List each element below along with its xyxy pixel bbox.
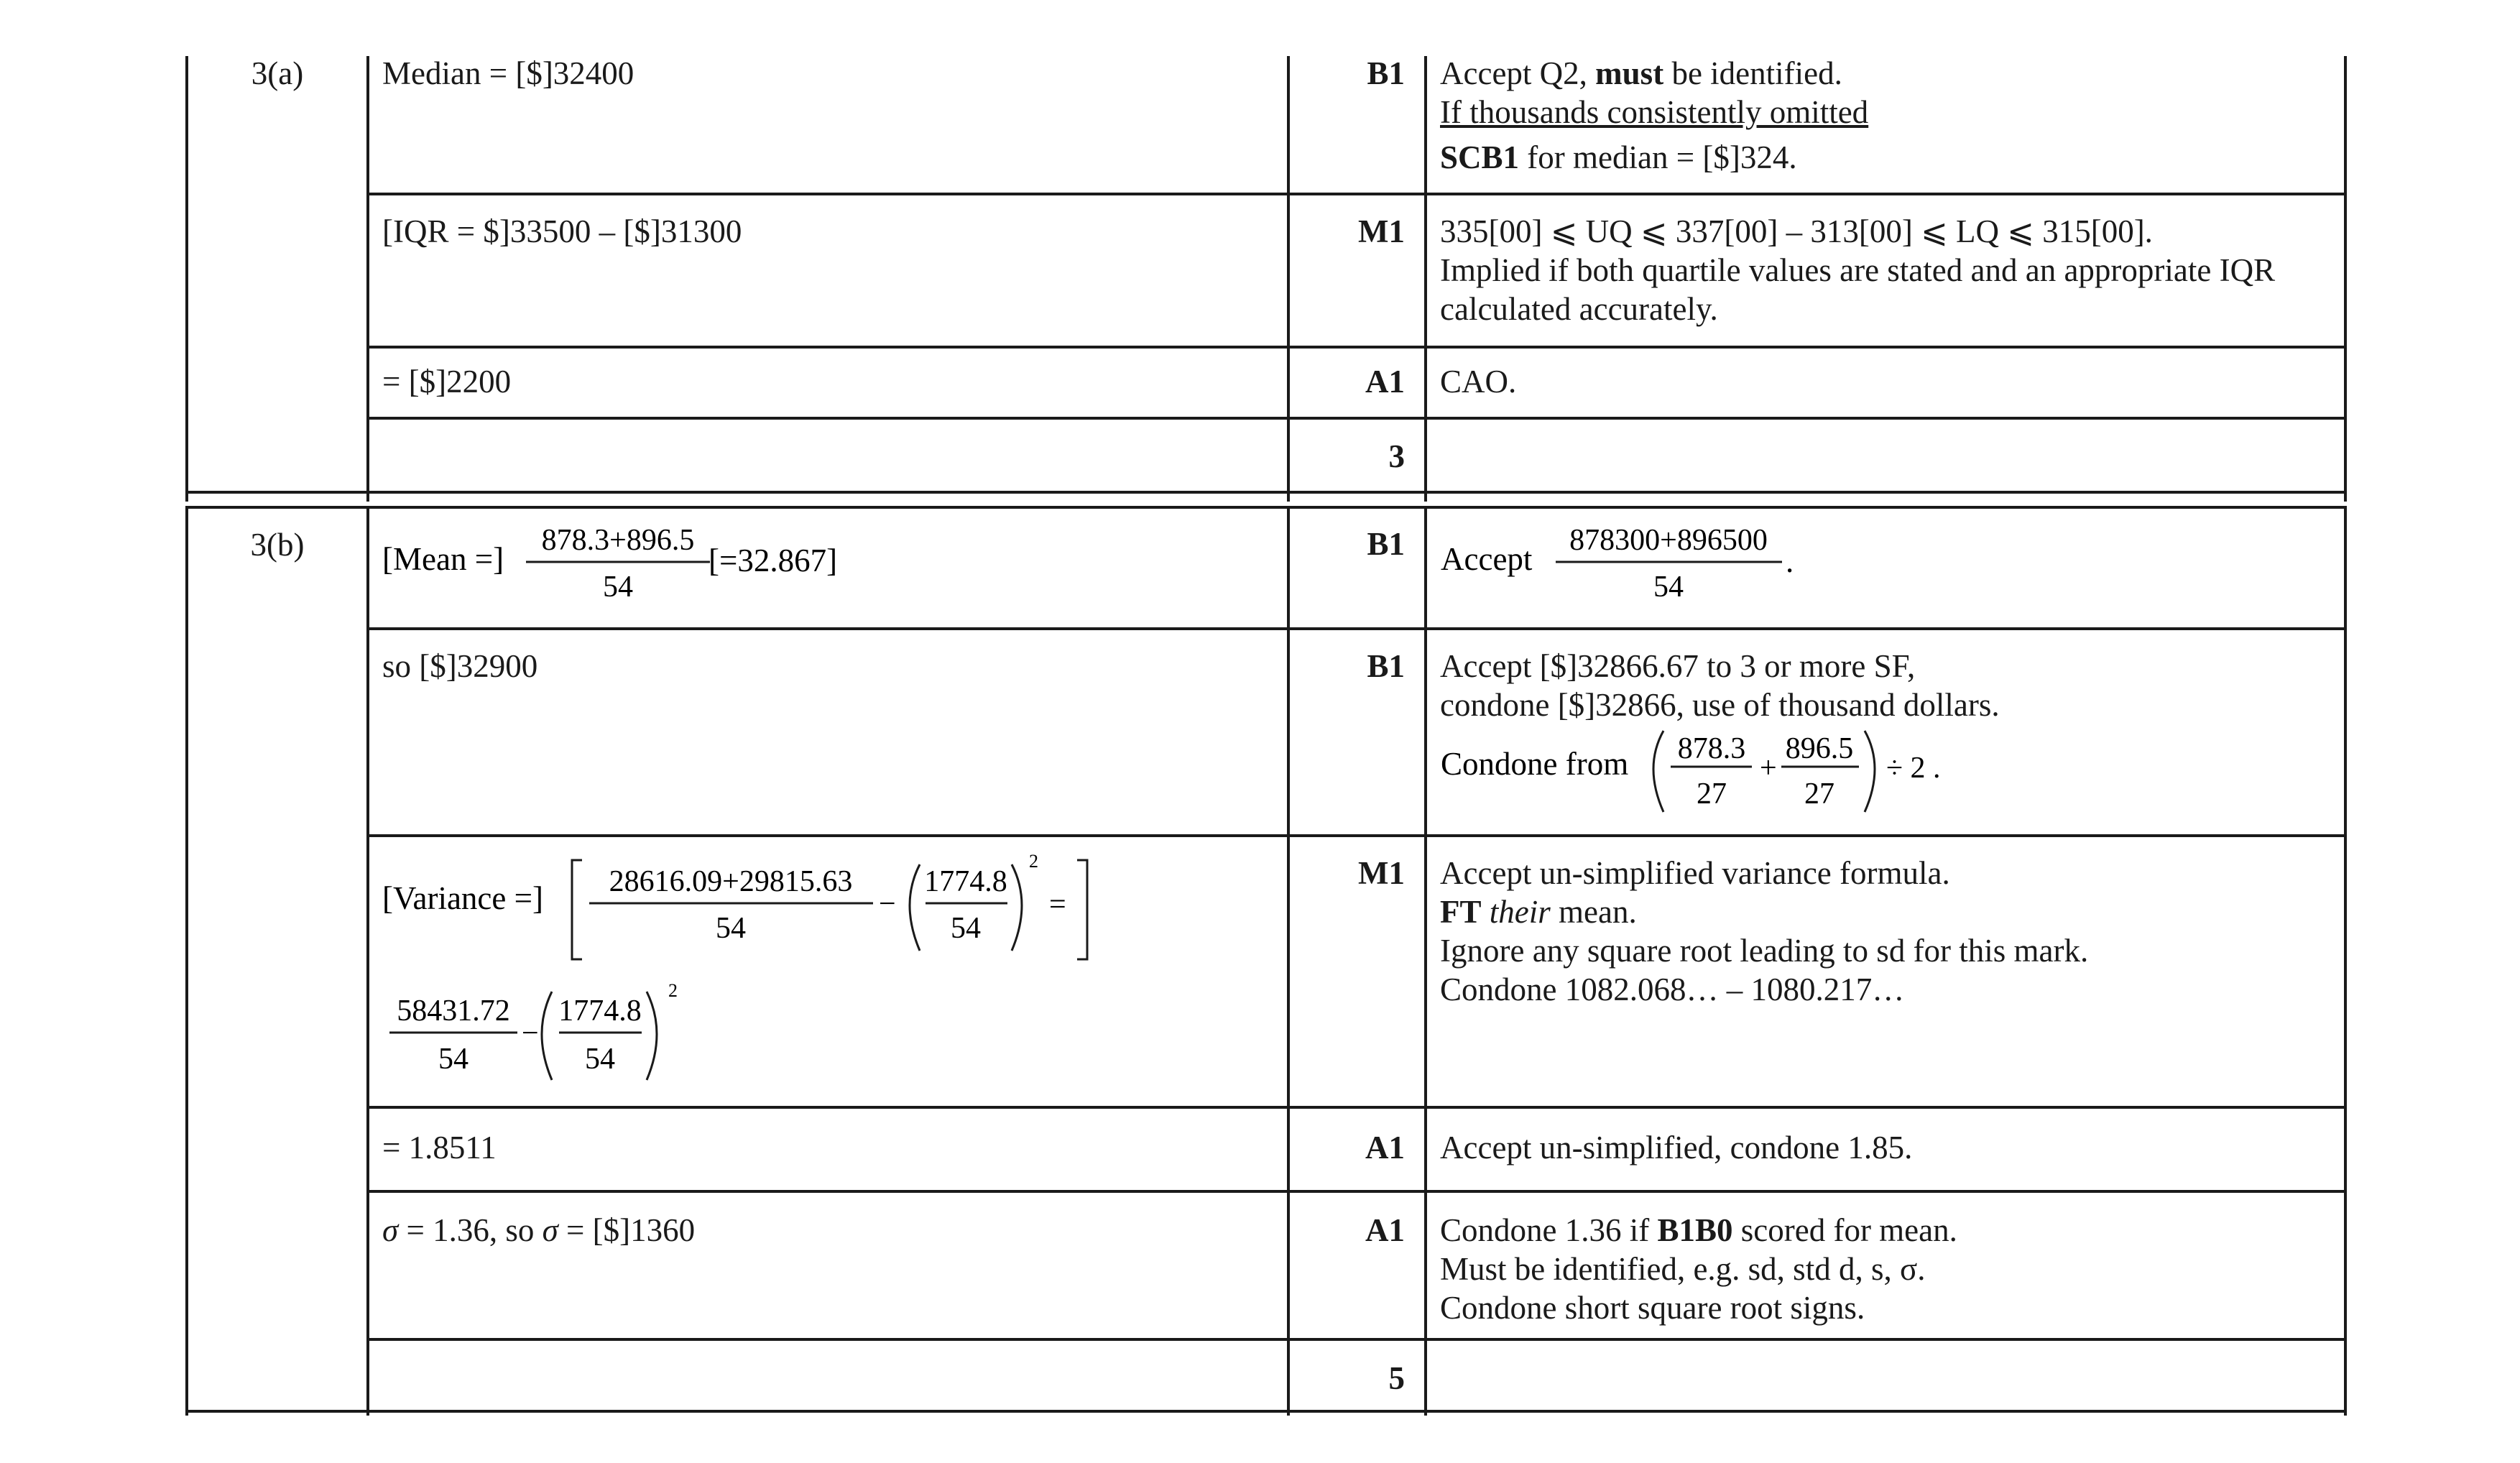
answer-variance: = 1.8511 <box>382 1130 497 1166</box>
row-line <box>366 417 2347 420</box>
guidance-text: be identified. <box>1663 55 1842 91</box>
mean-numerator: 878.3+896.5 <box>541 524 695 557</box>
row-line <box>366 346 2347 349</box>
answer-iqr: [IQR = $]33500 – [$]31300 <box>382 213 742 249</box>
border-right-b <box>2344 506 2347 1416</box>
guidance-line: Accept un-simplified, condone 1.85. <box>1440 1130 1913 1166</box>
sigma-symbol: σ <box>382 1212 399 1248</box>
minus-sign: − <box>879 887 896 920</box>
divider-question-a <box>366 56 369 502</box>
guidance-bold: FT <box>1440 894 1482 930</box>
guidance-accept: Accept <box>1441 541 1533 577</box>
divider-mark-b <box>1424 506 1427 1416</box>
left-bracket <box>572 860 582 959</box>
section-divider-top <box>185 491 2347 494</box>
guidance-line: 335[00] ⩽ UQ ⩽ 337[00] – 313[00] ⩽ LQ ⩽ 315[00]. <box>1440 213 2153 249</box>
mark-a1: A1 <box>1365 1212 1405 1248</box>
guidance-line <box>1440 54 1842 93</box>
left-paren <box>910 864 920 951</box>
guidance-line: calculated accurately. <box>1440 291 1718 327</box>
total-marks: 3 <box>1388 438 1405 474</box>
fraction-denominator: 54 <box>438 1043 469 1076</box>
section-divider-bottom <box>185 506 2347 509</box>
exponent: 2 <box>668 980 678 1001</box>
guidance-bold: must <box>1595 55 1664 91</box>
mean-expression <box>374 517 934 625</box>
guidance-italic: their <box>1489 894 1551 930</box>
mark-b1: B1 <box>1367 648 1405 684</box>
total-marks: 5 <box>1388 1360 1405 1396</box>
divider-question-b <box>366 506 369 1416</box>
row-line <box>366 834 2347 837</box>
variance-expression <box>374 844 1272 1103</box>
left-paren <box>542 992 552 1080</box>
guidance-line: Accept [$]32866.67 to 3 or more SF, <box>1440 648 1916 684</box>
fraction-numerator: 28616.09+29815.63 <box>609 865 853 898</box>
divider-answer-b <box>1287 506 1290 1416</box>
answer-text: = 1.36, so <box>398 1212 543 1248</box>
answer-iqr-result: = [$]2200 <box>382 364 512 400</box>
fraction-numerator: 58431.72 <box>397 994 510 1028</box>
divider-mark-a <box>1424 56 1427 502</box>
answer-mean-rounded: so [$]32900 <box>382 648 538 684</box>
exponent: 2 <box>1029 851 1038 872</box>
mark-m1: M1 <box>1358 213 1405 249</box>
guidance-line <box>1440 138 1797 177</box>
fraction-numerator: 878.3 <box>1677 732 1746 765</box>
left-paren <box>1653 731 1663 812</box>
mean-prefix: [Mean =] <box>382 541 504 577</box>
divider-answer-a <box>1287 56 1290 502</box>
table-bottom-border <box>185 1410 2347 1413</box>
guidance-line: condone [$]32866, use of thousand dollars. <box>1440 687 2000 723</box>
guidance-period: . <box>1786 543 1794 579</box>
row-line <box>366 193 2347 195</box>
mark-m1: M1 <box>1358 855 1405 891</box>
fraction-denominator: 54 <box>951 912 981 945</box>
variance-prefix: [Variance =] <box>382 880 543 916</box>
row-line <box>366 1106 2347 1109</box>
divide-suffix: ÷ 2 . <box>1886 752 1941 785</box>
right-paren <box>647 992 657 1080</box>
mark-b1: B1 <box>1367 526 1405 562</box>
mean-denominator: 54 <box>603 571 633 604</box>
fraction-denominator: 54 <box>585 1043 615 1076</box>
guidance-line <box>1440 892 1637 931</box>
guidance-bold: B1B0 <box>1657 1212 1733 1248</box>
guidance-text: mean. <box>1550 894 1637 930</box>
mean-result: [=32.867] <box>709 543 838 578</box>
guidance-text: Condone 1.36 if <box>1440 1212 1658 1248</box>
guidance-text: for median = [$]324. <box>1519 139 1797 175</box>
guidance-line-underlined: If thousands consistently omitted <box>1440 94 1869 130</box>
fraction-denominator: 54 <box>716 912 746 945</box>
condone-expression <box>1434 722 1994 830</box>
mark-a1: A1 <box>1365 1130 1405 1166</box>
fraction-numerator: 896.5 <box>1785 732 1854 765</box>
guidance-line <box>1440 1211 1957 1250</box>
border-left-b <box>185 506 188 1416</box>
right-bracket <box>1077 860 1087 959</box>
guidance-line: Implied if both quartile values are stated and an appropriate IQR <box>1440 252 2276 288</box>
guidance-line: Must be identified, e.g. sd, std d, s, σ. <box>1440 1251 1926 1287</box>
guidance-line: Condone short square root signs. <box>1440 1290 1865 1326</box>
guidance-line: Accept un-simplified variance formula. <box>1440 855 1950 891</box>
guidance-line: Condone 1082.068… – 1080.217… <box>1440 972 1905 1007</box>
condone-prefix: Condone from <box>1441 746 1629 782</box>
guidance-line: CAO. <box>1440 364 1517 400</box>
answer-median: Median = [$]32400 <box>382 55 634 91</box>
guidance-line: Ignore any square root leading to sd for this mark. <box>1440 933 2089 969</box>
sigma-symbol: σ <box>542 1212 558 1248</box>
plus-sign: + <box>1760 752 1777 785</box>
equals-sign: = <box>1049 888 1066 921</box>
fraction-numerator: 1774.8 <box>924 865 1007 898</box>
answer-sigma <box>382 1211 695 1250</box>
guidance-text: Accept Q2, <box>1440 55 1596 91</box>
mark-a1: A1 <box>1365 364 1405 400</box>
fraction-denominator: 27 <box>1804 777 1834 811</box>
row-line <box>366 1338 2347 1341</box>
row-line <box>366 627 2347 630</box>
guidance-bold: SCB1 <box>1440 139 1520 175</box>
guidance-denominator: 54 <box>1653 571 1684 604</box>
right-paren <box>1865 731 1875 812</box>
mark-b1: B1 <box>1367 55 1405 91</box>
mean-guidance <box>1434 517 1865 625</box>
guidance-numerator: 878300+896500 <box>1569 524 1768 557</box>
fraction-numerator: 1774.8 <box>558 994 642 1028</box>
fraction-denominator: 27 <box>1697 777 1727 811</box>
guidance-text: scored for mean. <box>1732 1212 1957 1248</box>
row-line <box>366 1190 2347 1193</box>
question-number: 3(a) <box>251 55 304 91</box>
border-left-a <box>185 56 188 502</box>
answer-text: = [$]1360 <box>558 1212 696 1248</box>
question-number: 3(b) <box>250 527 305 563</box>
minus-sign: − <box>522 1017 539 1050</box>
right-paren <box>1012 864 1022 951</box>
border-right-a <box>2344 56 2347 502</box>
